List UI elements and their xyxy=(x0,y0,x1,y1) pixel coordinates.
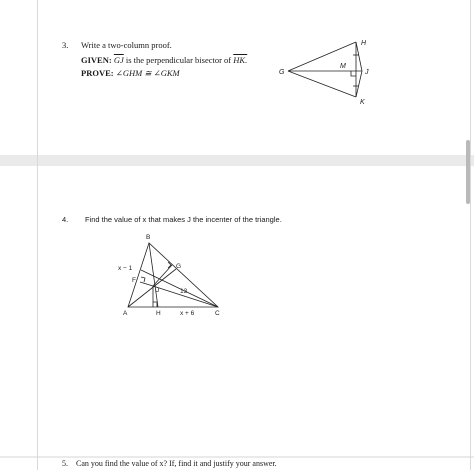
bisector-B xyxy=(149,243,158,307)
label-H4: H xyxy=(156,310,161,317)
right-angle-mark-F xyxy=(141,277,145,282)
label-x-minus-1: x − 1 xyxy=(118,265,133,272)
bisector-A xyxy=(128,269,176,307)
label-A: A xyxy=(123,310,128,317)
right-angle-mark xyxy=(351,71,356,76)
label-F: F xyxy=(132,277,136,284)
label-M: M xyxy=(340,63,346,70)
segment-JG xyxy=(153,265,172,286)
label-C: C xyxy=(215,310,220,317)
given-label: GIVEN: xyxy=(81,55,112,65)
given-text: is the perpendicular bisector of xyxy=(125,55,232,65)
label-B: B xyxy=(146,234,151,241)
problem4-number: 4. xyxy=(62,215,69,224)
problem4-text: Find the value of x that makes J the incenter of the triangle. xyxy=(85,215,282,224)
right-angle-mark-H xyxy=(153,302,157,307)
prove-label: PROVE: xyxy=(81,68,114,78)
label-J4: J xyxy=(156,287,160,294)
label-H: H xyxy=(361,40,367,47)
label-13: 13 xyxy=(180,288,188,295)
label-x-plus-6: x + 6 xyxy=(180,310,195,317)
segment-KJ xyxy=(356,71,362,97)
segment-JF xyxy=(140,282,153,286)
prove-statement: ∠GHM ≅ ∠GKM xyxy=(115,68,180,78)
label-G: G xyxy=(279,69,285,76)
label-J: J xyxy=(365,69,369,76)
label-G4: G xyxy=(176,263,182,270)
problem4-diagram xyxy=(128,243,218,307)
label-K: K xyxy=(360,99,365,106)
given-segment-2: HK. xyxy=(233,55,248,65)
given-segment: $\overline{GJ}$ xyxy=(113,55,124,65)
problem5-number: 5. xyxy=(62,459,68,468)
problem3-diagram xyxy=(288,42,362,97)
triangle-ABC xyxy=(128,243,218,307)
segment-GK xyxy=(288,71,356,97)
problem3-number: 3. xyxy=(62,40,69,50)
problem3-instruction: Write a two-column proof. xyxy=(81,40,172,50)
problem5-text: Can you find the value of x? If, find it and justify your answer. xyxy=(76,459,277,468)
